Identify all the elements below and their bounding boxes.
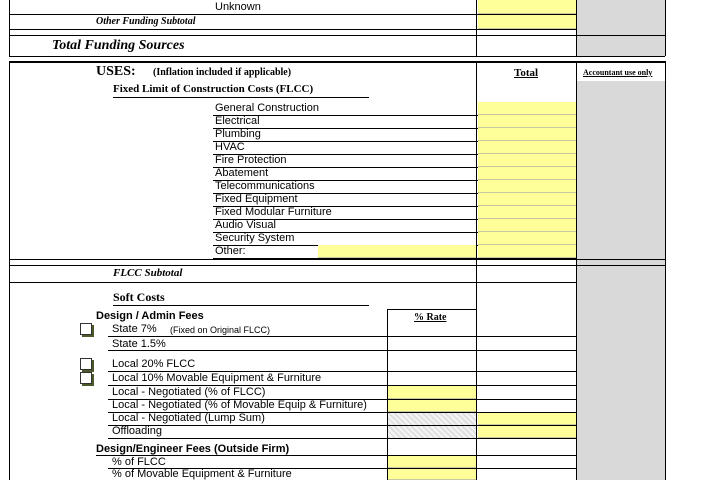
total-header: Total xyxy=(514,67,539,79)
rate-header: % Rate xyxy=(414,312,447,323)
flcc-total-cell[interactable] xyxy=(478,245,576,258)
flcc-total-cell[interactable] xyxy=(478,232,576,245)
neg-flcc-rate-cell[interactable] xyxy=(388,386,476,399)
other-funding-subtotal-label: Other Funding Subtotal xyxy=(96,16,196,27)
flcc-item-label: Fixed Modular Furniture xyxy=(215,206,332,218)
flcc-item-label: Security System xyxy=(215,232,295,244)
state15-label: State 1.5% xyxy=(112,338,166,350)
state7-checkbox[interactable] xyxy=(80,323,92,335)
neg-movable-rate-cell[interactable] xyxy=(388,400,476,412)
flcc-item-label: Fixed Equipment xyxy=(215,193,298,205)
pct-movable-label: % of Movable Equipment & Furniture xyxy=(112,468,292,480)
flcc-total-cell[interactable] xyxy=(478,128,576,141)
flcc-total-cell[interactable] xyxy=(478,141,576,154)
offloading-rate-cell xyxy=(388,426,476,438)
local20-checkbox[interactable] xyxy=(80,358,92,370)
other-funding-subtotal-cell[interactable] xyxy=(478,15,576,29)
neg-movable-label: Local - Negotiated (% of Movable Equip & Furniture) xyxy=(112,399,367,411)
accountant-header: Accountant use only xyxy=(583,68,653,77)
flcc-item-label: Other: xyxy=(215,245,246,257)
local10-label: Local 10% Movable Equipment & Furniture xyxy=(112,372,322,384)
flcc-total-cell[interactable] xyxy=(478,180,576,193)
flcc-total-cell[interactable] xyxy=(478,206,576,219)
flcc-total-cell[interactable] xyxy=(478,167,576,180)
pct-flcc-label: % of FLCC xyxy=(112,456,166,468)
soft-costs-label: Soft Costs xyxy=(113,290,165,304)
offloading-total-cell[interactable] xyxy=(478,426,576,438)
pct-flcc-rate-cell[interactable] xyxy=(388,456,476,468)
flcc-total-cell[interactable] xyxy=(478,102,576,115)
state7-label: State 7% xyxy=(112,323,157,335)
neg-lump-rate-cell xyxy=(388,413,476,425)
neg-flcc-label: Local - Negotiated (% of FLCC) xyxy=(112,386,266,398)
flcc-subtotal-label: FLCC Subtotal xyxy=(113,267,183,279)
local10-checkbox[interactable] xyxy=(80,372,92,384)
design-engineer-label: Design/Engineer Fees (Outside Firm) xyxy=(96,443,290,455)
flcc-item-label: Electrical xyxy=(215,115,260,127)
flcc-item-label: Fire Protection xyxy=(215,154,287,166)
flcc-item-label: Telecommunications xyxy=(215,180,315,192)
funding-item-unknown: Unknown xyxy=(215,1,261,13)
accountant-column-top xyxy=(577,0,665,56)
inflation-note: (Inflation included if applicable) xyxy=(153,67,292,78)
flcc-total-cell[interactable] xyxy=(478,219,576,232)
flcc-title: Fixed Limit of Construction Costs (FLCC) xyxy=(113,83,314,95)
accountant-column xyxy=(577,81,665,480)
flcc-total-cell[interactable] xyxy=(478,154,576,167)
flcc-subtotal-cell xyxy=(478,265,576,281)
flcc-item-label: Audio Visual xyxy=(215,219,276,231)
total-funding-sources-label: Total Funding Sources xyxy=(52,38,185,53)
other-description-cell[interactable] xyxy=(318,245,476,258)
flcc-item-label: Plumbing xyxy=(215,128,261,140)
flcc-total-cell[interactable] xyxy=(478,115,576,128)
flcc-total-cell[interactable] xyxy=(478,193,576,206)
neg-lump-label: Local - Negotiated (Lump Sum) xyxy=(112,412,265,424)
pct-movable-rate-cell[interactable] xyxy=(388,469,476,480)
offloading-label: Offloading xyxy=(112,425,162,437)
state7-note: (Fixed on Original FLCC) xyxy=(170,325,271,335)
flcc-item-label: HVAC xyxy=(215,141,245,153)
local20-label: Local 20% FLCC xyxy=(112,358,196,370)
design-admin-label: Design / Admin Fees xyxy=(96,310,204,322)
uses-heading: USES: xyxy=(96,64,136,79)
flcc-item-label: General Construction xyxy=(215,102,319,114)
flcc-item-label: Abatement xyxy=(215,167,269,179)
unknown-total-cell[interactable] xyxy=(478,0,576,14)
neg-lump-total-cell[interactable] xyxy=(478,413,576,425)
